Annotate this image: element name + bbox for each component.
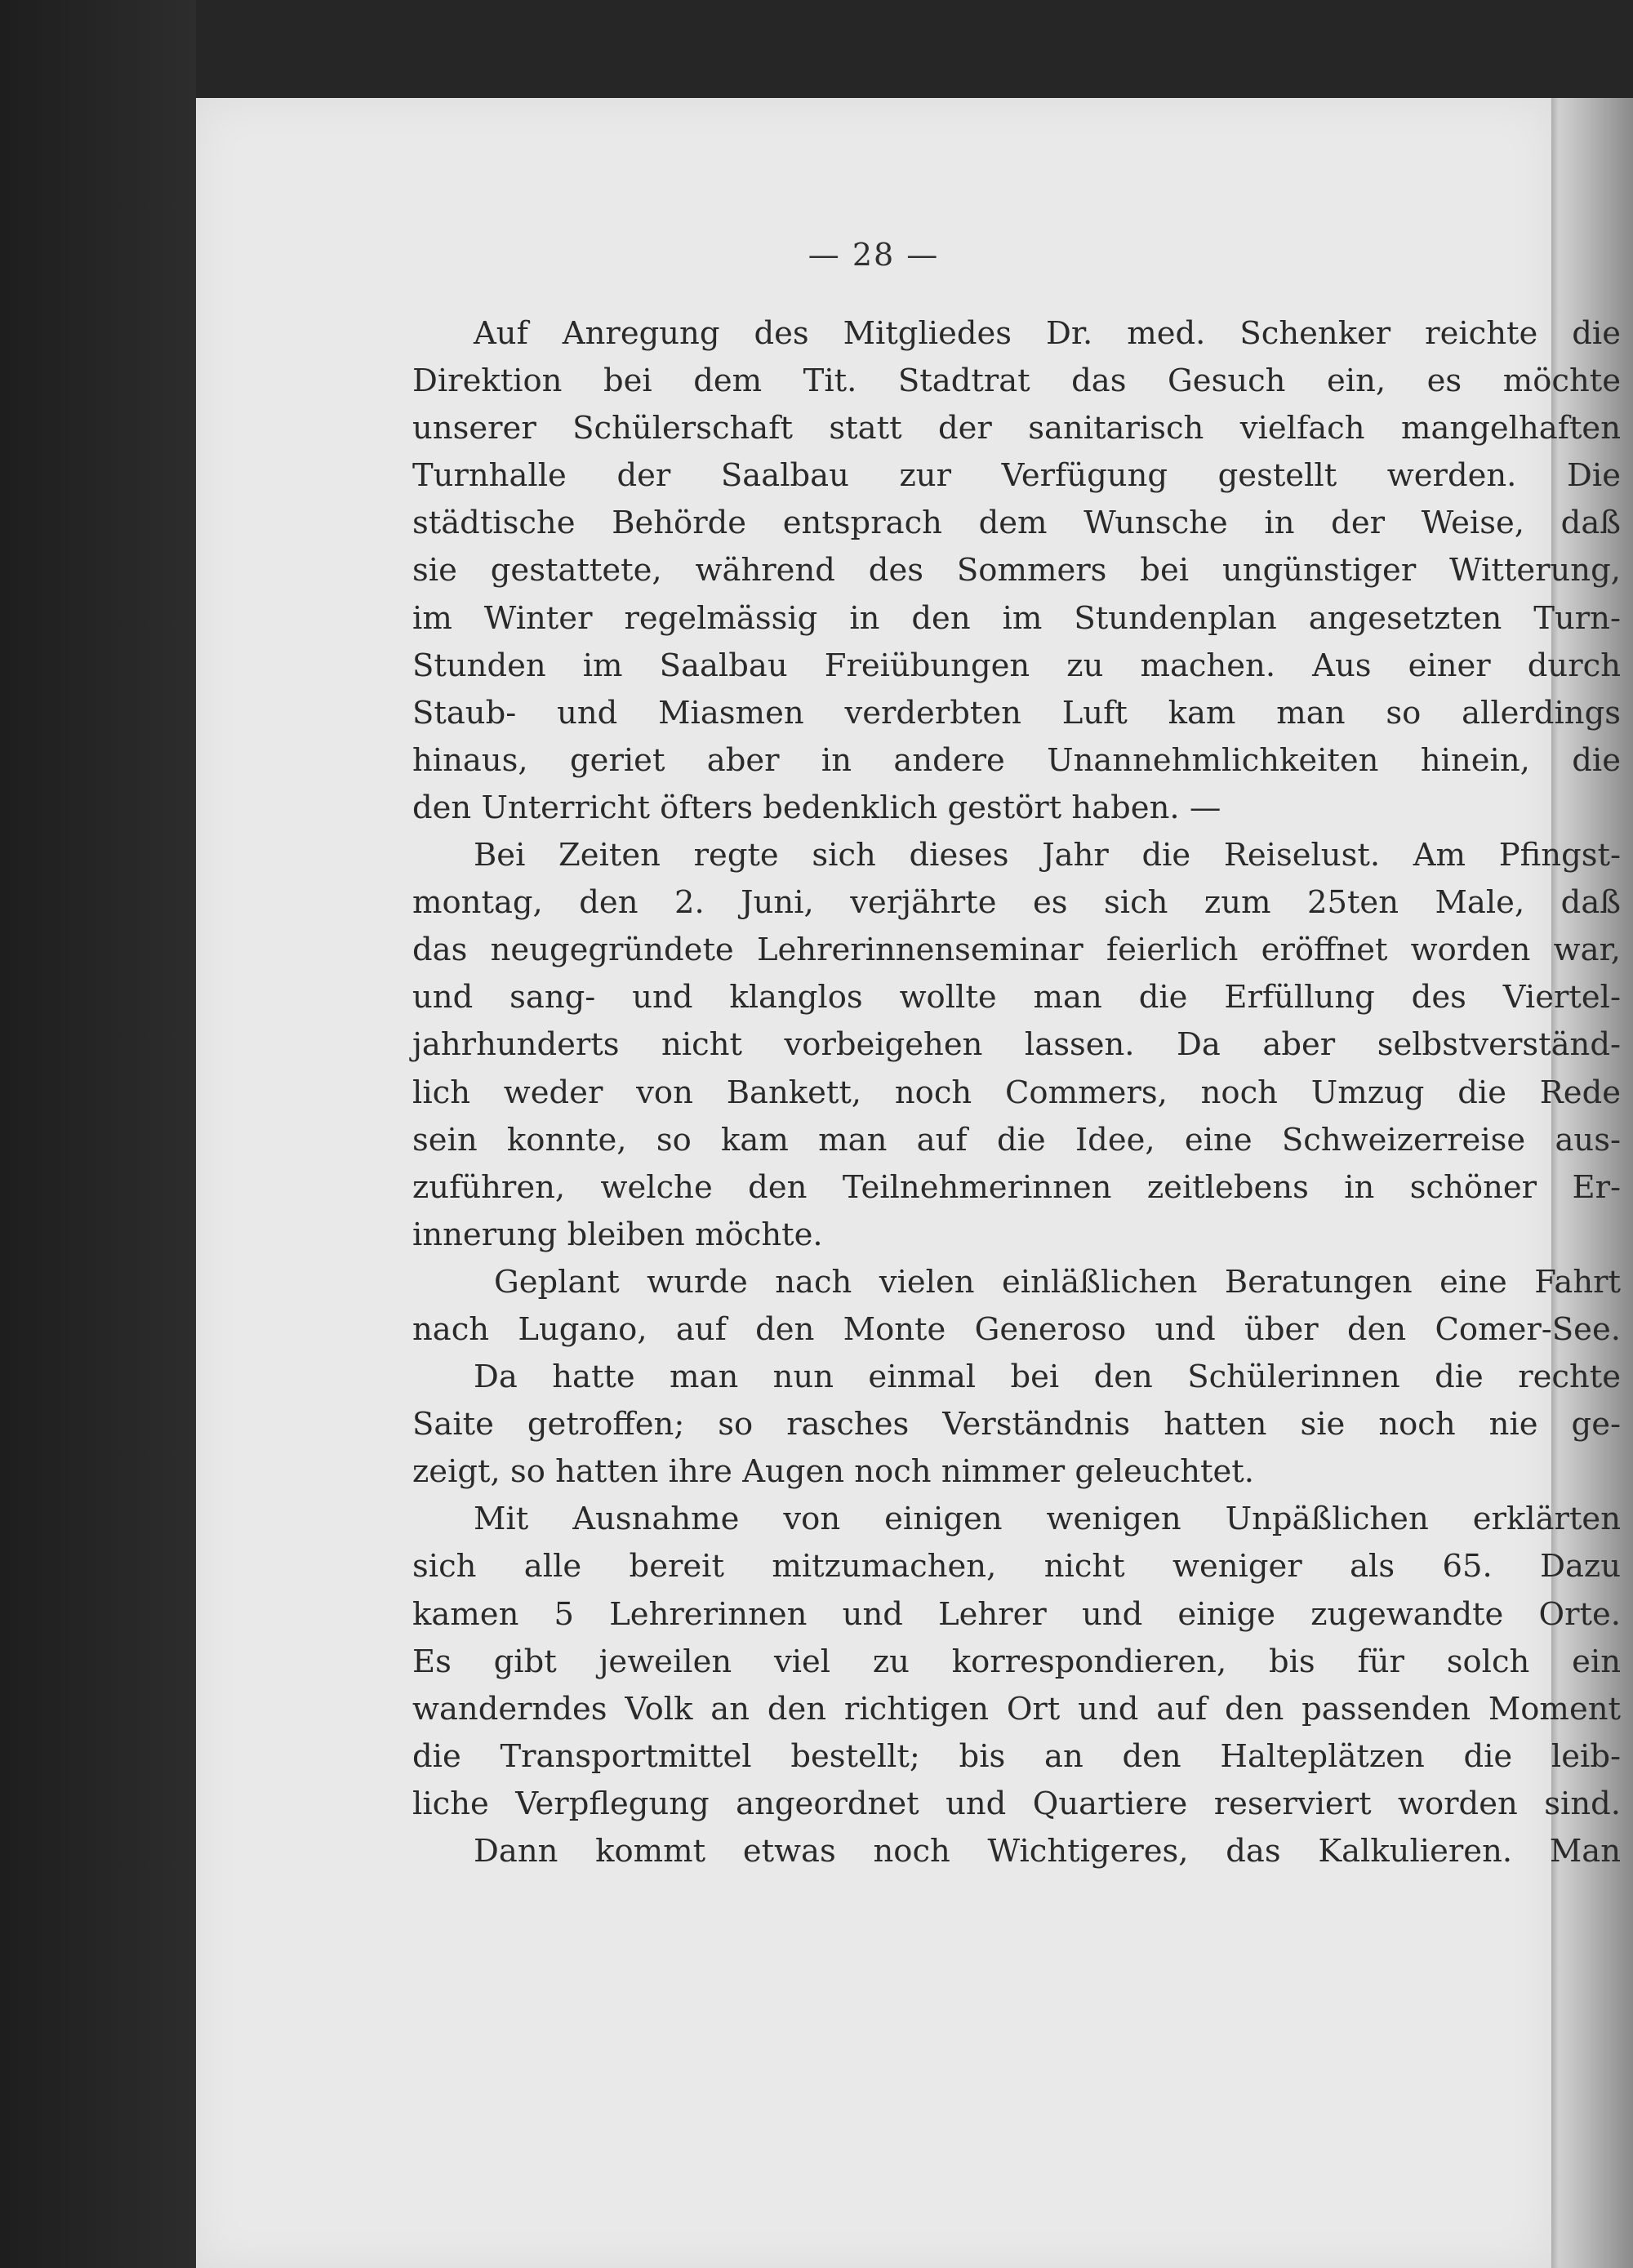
text-line: Mit Ausnahme von einigen wenigen Unpäßlichen erklärten — [474, 1501, 1621, 1538]
text-line: montag, den 2. Juni, verjährte es sich zum 25ten Male, daß — [412, 884, 1621, 922]
text-line: kamen 5 Lehrerinnen und Lehrer und einige zugewandte Orte. — [412, 1595, 1621, 1633]
text-line: die Transportmittel bestellt; bis an den Halteplätzen die leib- — [412, 1737, 1621, 1775]
body-text — [412, 310, 1621, 1875]
text-line: sich alle bereit mitzumachen, nicht weniger als 65. Dazu — [412, 1548, 1621, 1585]
text-line: unserer Schülerschaft statt der sanitarisch vielfach mangelhaften — [412, 410, 1621, 447]
text-line: im Winter regelmässig in den im Stundenplan angesetzten Turn- — [412, 599, 1621, 637]
text-line: zuführen, welche den Teilnehmerinnen zeitlebens in schöner Er- — [412, 1168, 1621, 1206]
text-line: Stunden im Saalbau Freiübungen zu machen. Aus einer durch — [412, 647, 1621, 684]
text-line: Bei Zeiten regte sich dieses Jahr die Reiselust. Am Pfingst- — [474, 837, 1621, 874]
text-line: Auf Anregung des Mitgliedes Dr. med. Schenker reichte die — [474, 315, 1621, 352]
text-line: nach Lugano, auf den Monte Generoso und über den Comer-See. — [412, 1310, 1621, 1348]
text-line: Geplant wurde nach vielen einläßlichen Beratungen eine Fahrt — [494, 1263, 1621, 1301]
text-line: jahrhunderts nicht vorbeigehen lassen. Da aber selbstverständ- — [412, 1026, 1621, 1064]
text-line: Staub- und Miasmen verderbten Luft kam man so allerdings — [412, 694, 1621, 732]
text-line: liche Verpflegung angeordnet und Quartiere reserviert worden sind. — [412, 1785, 1621, 1822]
text-line: Es gibt jeweilen viel zu korrespondieren, bis für solch ein — [412, 1643, 1621, 1680]
text-line: hinaus, geriet aber in andere Unannehmlichkeiten hinein, die — [412, 741, 1621, 779]
text-line: wanderndes Volk an den richtigen Ort und auf den passenden Moment — [412, 1690, 1621, 1728]
page-number: — 28 — — [808, 237, 940, 273]
text-line: den Unterricht öfters bedenklich gestört haben. — — [412, 789, 1221, 826]
text-line: Dann kommt etwas noch Wichtigeres, das Kalkulieren. Man — [474, 1833, 1621, 1870]
text-line: und sang- und klanglos wollte man die Erfüllung des Viertel- — [412, 979, 1621, 1016]
text-line: städtische Behörde entsprach dem Wunsche in der Weise, daß — [412, 505, 1621, 542]
text-line: innerung bleiben möchte. — [412, 1216, 823, 1253]
text-line: das neugegründete Lehrerinnenseminar feierlich eröffnet worden war, — [412, 932, 1621, 969]
text-line: Turnhalle der Saalbau zur Verfügung gestellt werden. Die — [412, 457, 1621, 495]
text-line: zeigt, so hatten ihre Augen noch nimmer geleuchtet. — [412, 1453, 1255, 1491]
text-line: Da hatte man nun einmal bei den Schülerinnen die rechte — [474, 1359, 1621, 1396]
text-line: Saite getroffen; so rasches Verständnis hatten sie noch nie ge- — [412, 1406, 1621, 1443]
text-line: lich weder von Bankett, noch Commers, noch Umzug die Rede — [412, 1074, 1621, 1111]
text-line: sein konnte, so kam man auf die Idee, eine Schweizerreise aus- — [412, 1121, 1621, 1158]
text-line: sie gestattete, während des Sommers bei ungünstiger Witterung, — [412, 552, 1621, 589]
book-page — [196, 98, 1621, 2268]
text-line: Direktion bei dem Tit. Stadtrat das Gesuch ein, es möchte — [412, 362, 1621, 400]
scan-background-left — [0, 0, 196, 2268]
